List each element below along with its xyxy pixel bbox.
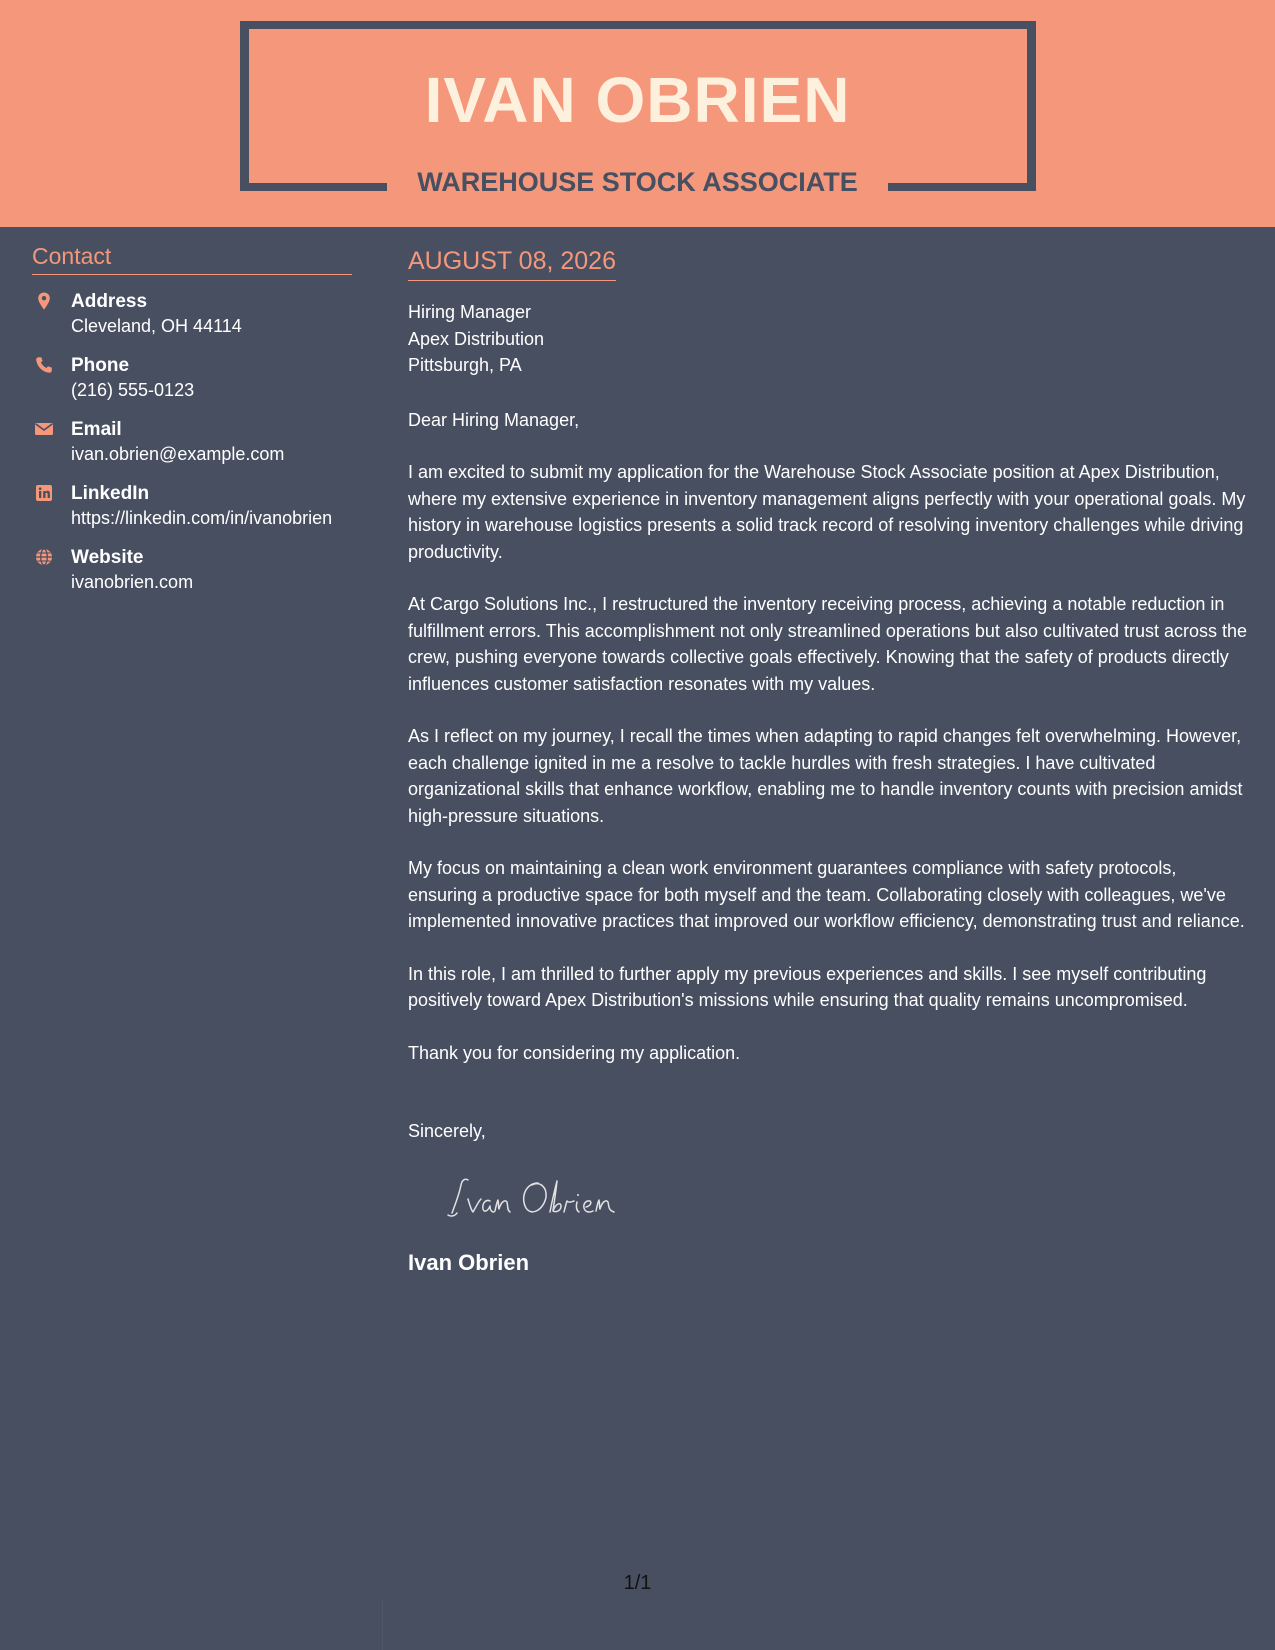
contact-value: (216) 555-0123 <box>71 380 195 400</box>
contact-item-address <box>32 289 352 339</box>
contact-label: LinkedIn <box>71 483 150 504</box>
job-title: WAREHOUSE STOCK ASSOCIATE <box>417 167 858 197</box>
header-banner <box>0 0 1275 227</box>
letter-paragraph: My focus on maintaining a clean work environment guarantees compliance with safety protocols, ensuring a productive space for both myself and the team. Collaborating closely with colleagues, we've implemented innovative practices that improved our workflow efficiency, demonstrating trust and reliance. <box>408 858 1245 931</box>
recipient-line: Pittsburgh, PA <box>408 355 522 375</box>
contact-value-link[interactable]: ivanobrien.com <box>71 572 194 592</box>
header-frame-top <box>240 21 1036 29</box>
letter-paragraph: As I reflect on my journey, I recall the times when adapting to rapid changes felt overwhelming. However, each challenge ignited in me a resolve to tackle hurdles with fresh strategies. I have cultivated organizational skills that enhance workflow, enabling me to handle inventory counts with precision amidst high-pressure situations. <box>408 726 1243 826</box>
salutation: Dear Hiring Manager, <box>408 409 580 430</box>
page-number: 1/1 <box>623 1572 652 1594</box>
signer-name: Ivan Obrien <box>408 1249 530 1275</box>
contact-item-linkedin <box>32 481 352 531</box>
contact-item-email <box>32 417 352 467</box>
contact-heading: Contact <box>32 240 352 275</box>
letter-body <box>408 245 1248 1278</box>
closing: Sincerely, <box>408 1121 486 1141</box>
contact-item-website <box>32 545 352 595</box>
page-divider <box>382 1600 383 1650</box>
contact-value-link[interactable]: https://linkedin.com/in/ivanobrien <box>71 508 333 528</box>
contact-label: Address <box>71 291 148 312</box>
contact-value: Cleveland, OH 44114 <box>71 316 242 336</box>
letter-paragraph: In this role, I am thrilled to further apply my previous experiences and skills. I see myself contributing positively toward Apex Distribution's missions while ensuring that quality remains uncompromised. <box>408 963 1207 1010</box>
contact-sidebar <box>32 240 352 595</box>
letter-paragraph: Thank you for considering my application. <box>408 1042 741 1063</box>
recipient-line: Hiring Manager <box>408 302 532 322</box>
recipient-block <box>408 299 1248 379</box>
letter-paragraph: At Cargo Solutions Inc., I restructured the inventory receiving process, achieving a notable reduction in fulfillment errors. This accomplishment not only streamlined operations but also cultivated trust across the crew, pushing everyone towards collective goals effectively. Knowing that the safety of products directly influences customer satisfaction resonates with my values. <box>408 594 1248 694</box>
contact-label: Phone <box>71 355 130 376</box>
map-pin-icon <box>35 292 53 310</box>
letter-date: AUGUST 08, 2026 <box>408 245 616 281</box>
letter-paragraph: I am excited to submit my application for the Warehouse Stock Associate position at Apex Distribution, where my extensive experience in inventory management aligns perfectly with your operational goals. My history in warehouse logistics presents a solid track record of resolving inventory challenges while driving productivity. <box>408 462 1246 562</box>
envelope-icon <box>35 420 53 438</box>
linkedin-icon <box>35 484 53 502</box>
recipient-line: Apex Distribution <box>408 328 545 349</box>
applicant-name: IVAN OBRIEN <box>424 64 851 136</box>
contact-label: Email <box>71 419 122 440</box>
globe-icon <box>35 548 53 566</box>
signature-image <box>446 1173 636 1223</box>
phone-icon <box>35 356 53 374</box>
contact-value: ivan.obrien@example.com <box>71 444 285 464</box>
contact-label: Website <box>71 547 144 568</box>
contact-item-phone <box>32 353 352 403</box>
